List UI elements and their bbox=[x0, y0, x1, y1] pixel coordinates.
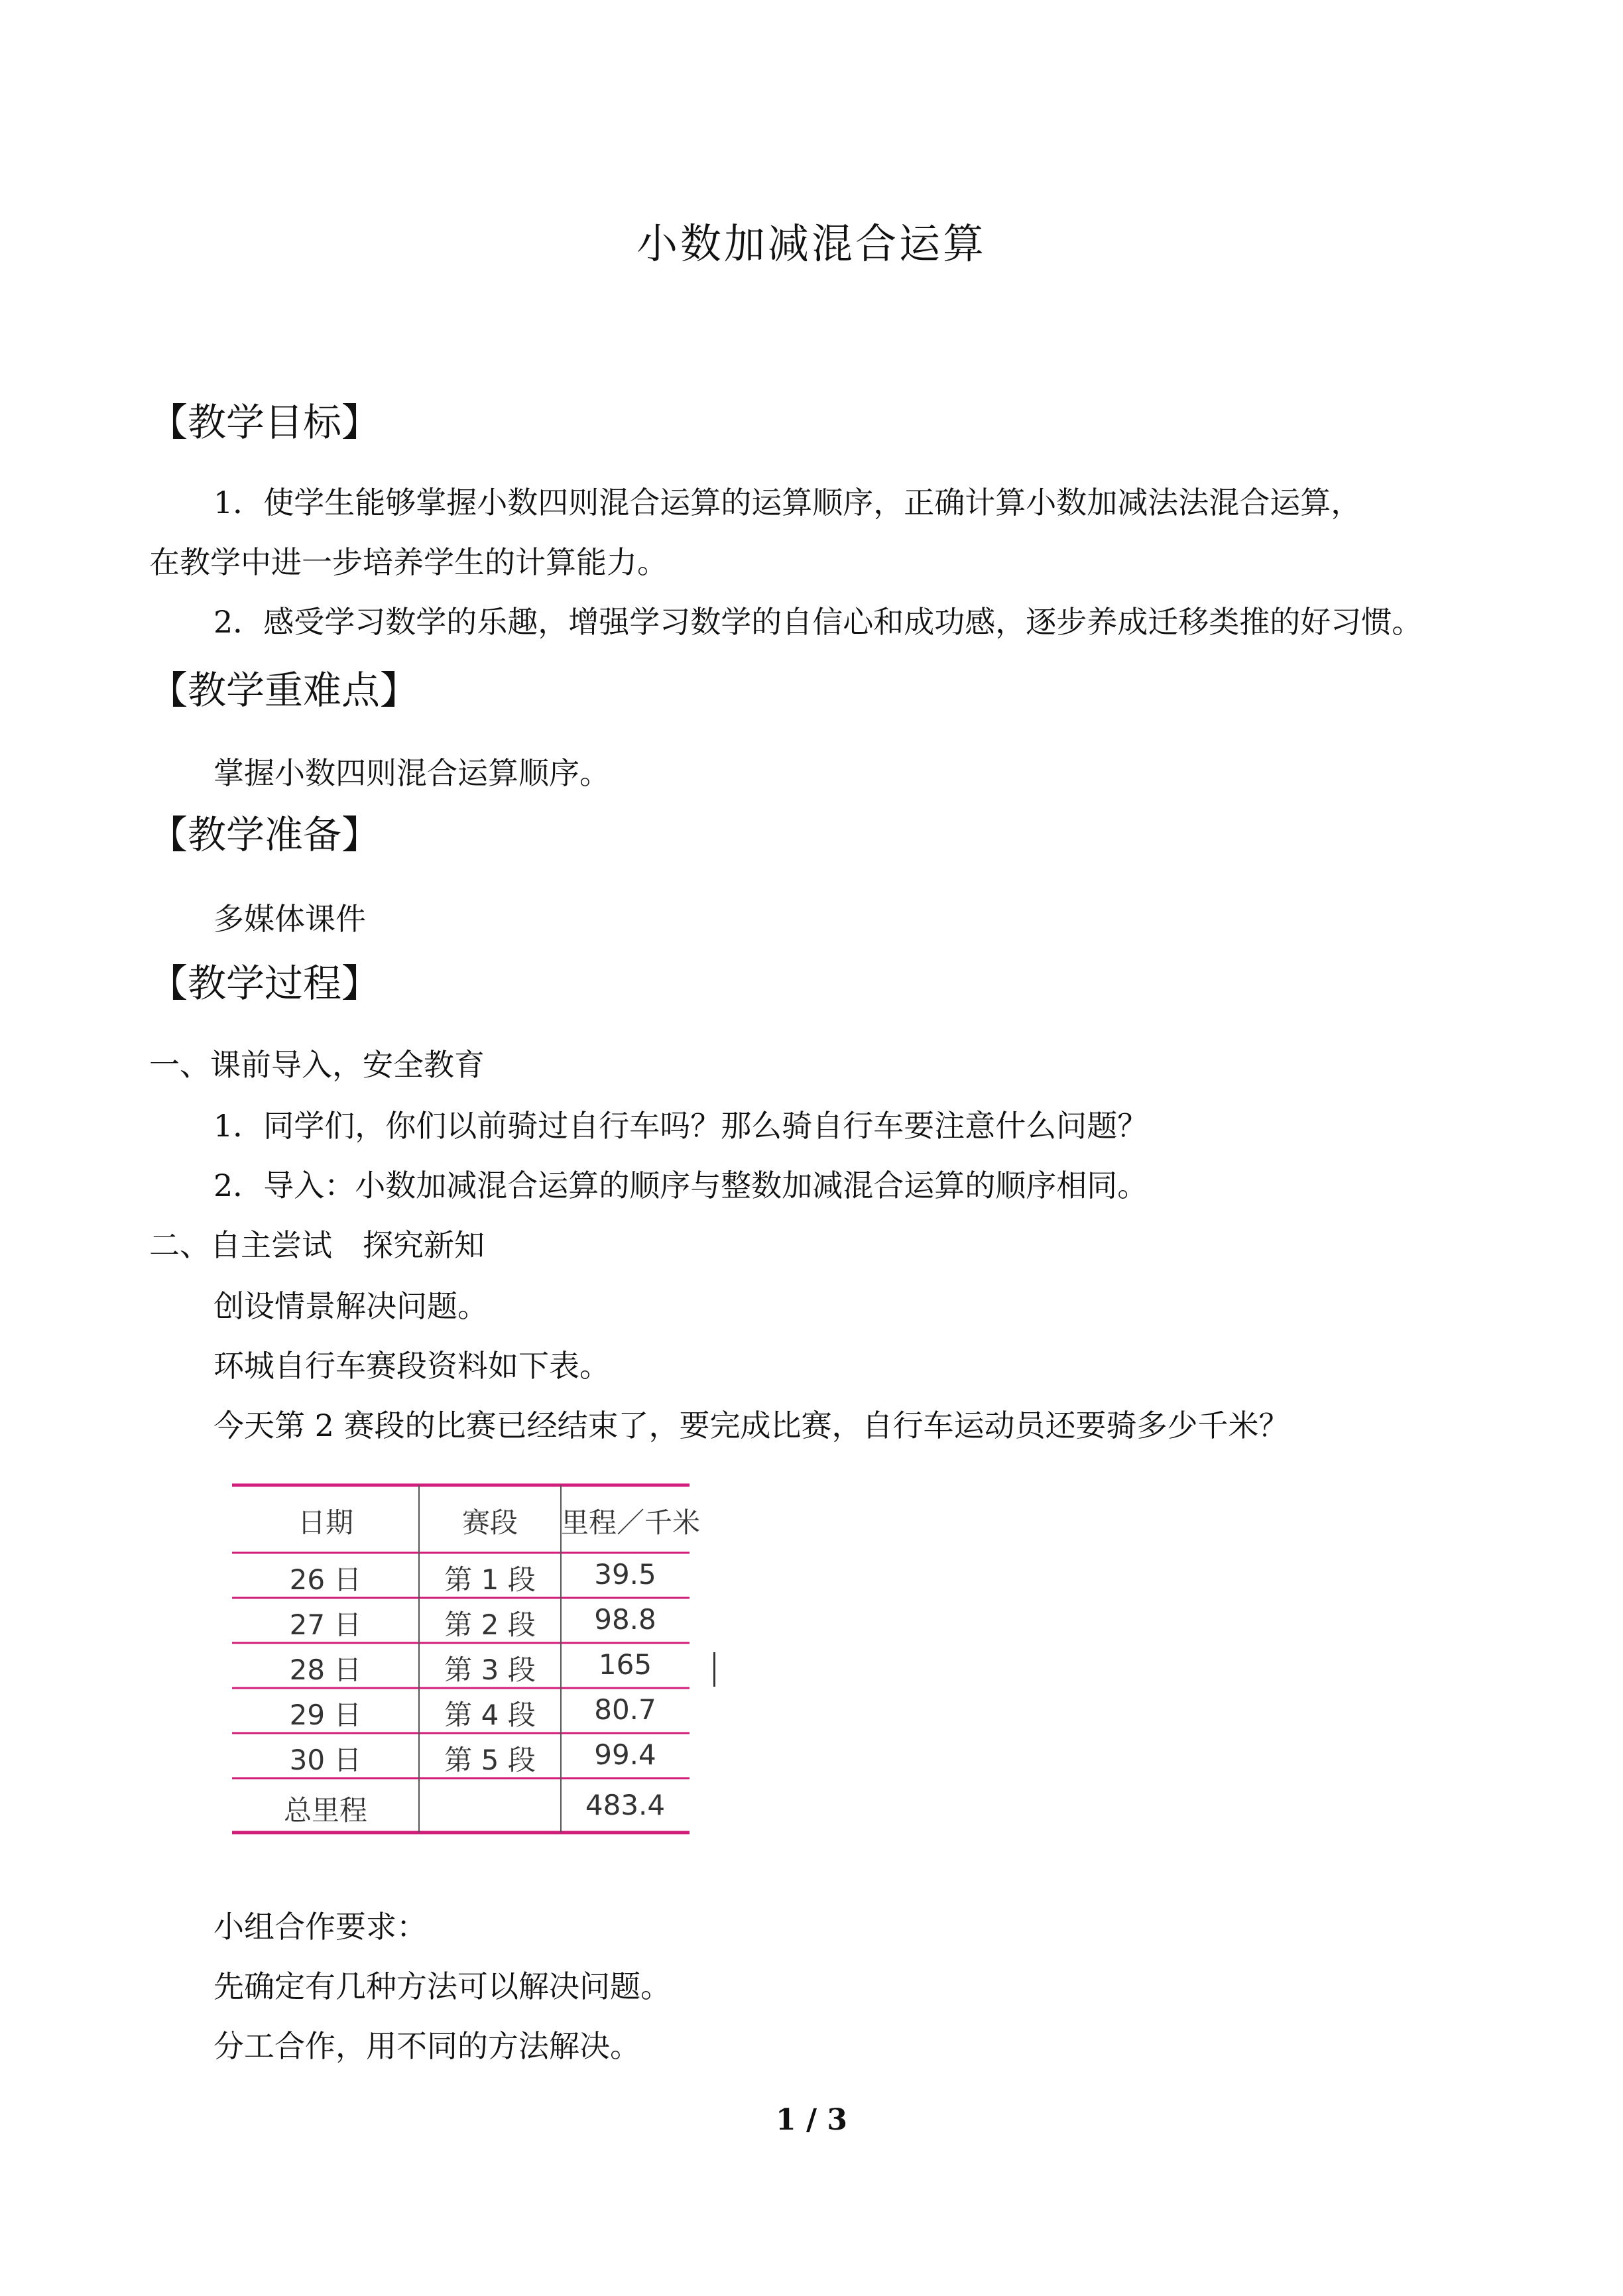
table-cell-distance: 39.5 bbox=[594, 1558, 656, 1591]
process-part-1-item-2: 2．导入：小数加减混合运算的顺序与整数加减混合运算的顺序相同。 bbox=[213, 1168, 1148, 1203]
process-line-2: 环城自行车赛段资料如下表。 bbox=[213, 1348, 610, 1384]
table-cell-distance: 99.4 bbox=[594, 1738, 656, 1771]
section-heading-process: 【教学过程】 bbox=[149, 961, 381, 1006]
table-cell-stage: 第 2 段 bbox=[444, 1608, 536, 1641]
table-cell-distance: 98.8 bbox=[594, 1603, 656, 1636]
page-number: 1 / 3 bbox=[776, 2103, 847, 2137]
objective-item-2: 2．感受学习数学的乐趣，增强学习数学的自信心和成功感，逐步养成迁移类推的好习惯。 bbox=[213, 604, 1423, 640]
process-line-1: 创设情景解决问题。 bbox=[213, 1288, 488, 1324]
table-cell-date: 28 日 bbox=[289, 1654, 362, 1686]
table-cell-total-label: 总里程 bbox=[283, 1794, 367, 1827]
table-cell-distance: 165 bbox=[598, 1648, 652, 1681]
section-heading-objectives: 【教学目标】 bbox=[149, 400, 381, 445]
table-cell-date: 26 日 bbox=[289, 1563, 362, 1596]
table-cell-date: 29 日 bbox=[289, 1699, 362, 1731]
process-part-1-item-1: 1．同学们，你们以前骑过自行车吗？那么骑自行车要注意什么问题？ bbox=[213, 1108, 1148, 1144]
table-cell-stage: 第 4 段 bbox=[444, 1699, 536, 1731]
race-stage-table bbox=[232, 1480, 701, 1838]
objective-item-1-line-1: 1．使学生能够掌握小数四则混合运算的运算顺序，正确计算小数加减法法混合运算， bbox=[213, 485, 1362, 520]
process-part-2-title: 二、自主尝试 探究新知 bbox=[149, 1227, 485, 1263]
page-title: 小数加减混合运算 bbox=[636, 219, 987, 268]
table-header-date: 日期 bbox=[297, 1506, 353, 1539]
group-requirements-title: 小组合作要求： bbox=[213, 1909, 427, 1945]
stray-mark bbox=[713, 1652, 715, 1687]
group-requirements-line-1: 先确定有几种方法可以解决问题。 bbox=[213, 1968, 671, 2004]
process-part-1-title: 一、课前导入，安全教育 bbox=[149, 1047, 485, 1083]
group-requirements-line-2: 分工合作，用不同的方法解决。 bbox=[213, 2028, 640, 2064]
key-points-text: 掌握小数四则混合运算顺序。 bbox=[213, 755, 610, 791]
table-header-distance: 里程／千米 bbox=[561, 1506, 701, 1539]
table-cell-stage: 第 3 段 bbox=[444, 1654, 536, 1686]
table-cell-date: 27 日 bbox=[289, 1608, 362, 1641]
preparation-text: 多媒体课件 bbox=[213, 901, 366, 937]
section-heading-preparation: 【教学准备】 bbox=[149, 812, 381, 857]
process-line-3: 今天第 2 赛段的比赛已经结束了，要完成比赛，自行车运动员还要骑多少千米？ bbox=[213, 1408, 1290, 1443]
section-heading-key-points: 【教学重难点】 bbox=[149, 668, 419, 713]
table-cell-distance: 80.7 bbox=[594, 1693, 656, 1726]
table-cell-total-distance: 483.4 bbox=[585, 1789, 666, 1821]
table-cell-stage: 第 1 段 bbox=[444, 1563, 536, 1596]
objective-item-1-line-2: 在教学中进一步培养学生的计算能力。 bbox=[149, 544, 668, 580]
table-header-stage: 赛段 bbox=[461, 1506, 518, 1539]
table-cell-stage: 第 5 段 bbox=[444, 1744, 536, 1776]
table-cell-date: 30 日 bbox=[289, 1744, 362, 1776]
